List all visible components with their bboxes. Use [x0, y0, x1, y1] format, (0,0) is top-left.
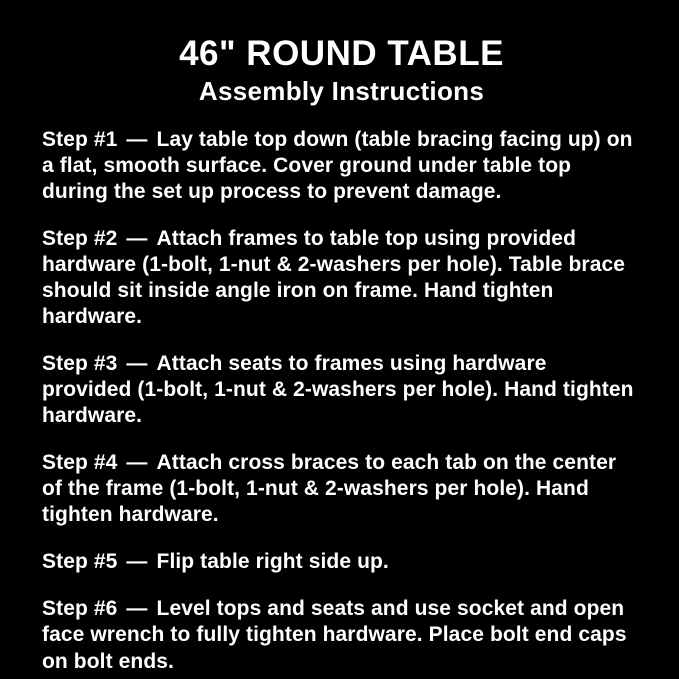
steps-list [42, 127, 641, 675]
step-item-3 [42, 351, 641, 429]
step-label: Step #6 [42, 597, 118, 621]
step-label: Step #4 [42, 451, 118, 475]
page-subtitle: Assembly Instructions [198, 76, 485, 106]
step-text: Flip table right side up. [156, 550, 389, 574]
step-item-4 [42, 450, 641, 528]
step-separator: — [126, 451, 148, 475]
step-separator: — [126, 550, 148, 574]
step-separator: — [126, 227, 148, 251]
step-text: Attach seats to frames using hardware provided (1-bolt, 1-nut & 2-washers per hole). Hand tighten hardware. [42, 352, 634, 428]
step-item-1 [42, 127, 641, 205]
page-title: 46" ROUND TABLE [179, 34, 504, 73]
step-separator: — [126, 597, 148, 621]
step-text: Attach cross braces to each tab on the center of the frame (1-bolt, 1-nut & 2-washers per hole). Hand tighten hardware. [42, 451, 617, 527]
step-label: Step #5 [42, 550, 118, 574]
step-text: Lay table top down (table bracing facing up) on a flat, smooth surface. Cover ground under table top during the set up process to prevent damage. [42, 128, 633, 204]
step-separator: — [126, 352, 148, 376]
step-item-6 [42, 596, 641, 674]
step-text: Attach frames to table top using provided hardware (1-bolt, 1-nut & 2-washers per hole). Table brace should sit inside angle iron on frame. Hand tighten hardware. [42, 227, 626, 329]
step-item-2 [42, 226, 641, 330]
step-text: Level tops and seats and use socket and open face wrench to fully tighten hardware. Place bolt end caps on bolt ends. [42, 597, 627, 673]
step-separator: — [126, 128, 148, 151]
step-label: Step #2 [42, 227, 118, 251]
step-label: Step #1 [42, 128, 118, 151]
step-item-5 [42, 549, 641, 575]
step-label: Step #3 [42, 352, 118, 376]
